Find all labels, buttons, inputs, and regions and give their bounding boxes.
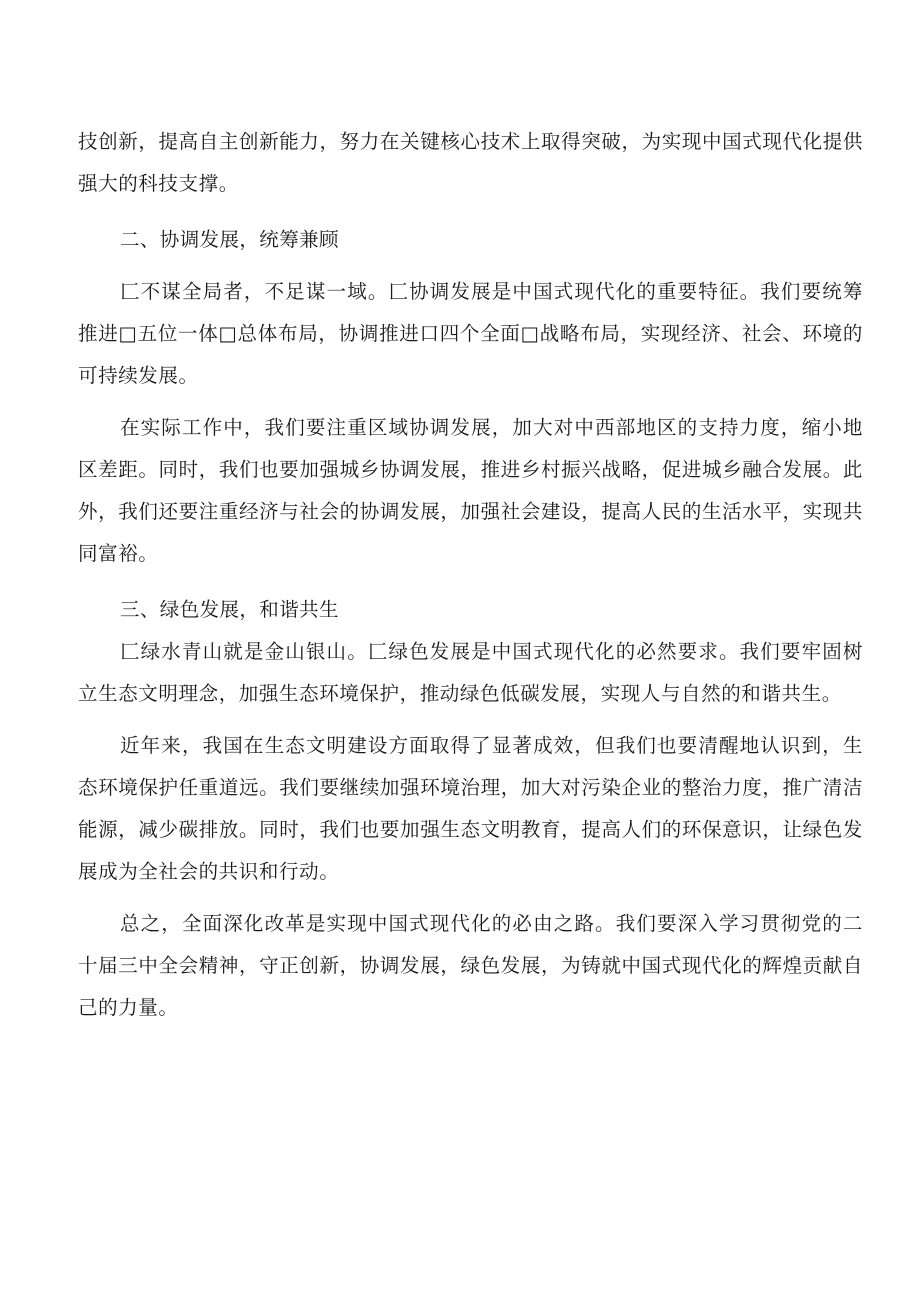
paragraph-green-progress: 近年来，我国在生态文明建设方面取得了显著成效，但我们也要清醒地认识到，生态环境保护任重道远。我们要继续加强环境治理，加大对污染企业的整治力度，推广清洁能源，减少碳排放。同时，我们也要加强生态文明教育，提高人们的环保意识，让绿色发展成为全社会的共识和行动。 [78, 734, 863, 883]
paragraph-green-intro: 匚绿水青山就是金山银山。匚绿色发展是中国式现代化的必然要求。我们要牢固树立生态文明理念，加强生态环境保护，推动绿色低碳发展，实现人与自然的和谐共生。 [78, 640, 863, 705]
document-body [78, 121, 863, 1029]
spacer [78, 893, 863, 903]
paragraph-coordinated-practice: 在实际工作中，我们要注重区域协调发展，加大对中西部地区的支持力度，缩小地区差距。同时，我们也要加强城乡协调发展，推进乡村振兴战略，促进城乡融合发展。此外，我们还要注重经济与社会的协调发展，加强社会建设，提高人民的生活水平，实现共同富裕。 [78, 416, 863, 565]
spacer [78, 261, 863, 271]
spacer [78, 397, 863, 407]
section-heading-coordinated-development: 二、协调发展，统筹兼顾 [120, 228, 339, 251]
spacer [78, 575, 863, 589]
spacer [78, 205, 863, 219]
paragraph-coordinated-intro: 匚不谋全局者，不足谋一域。匚协调发展是中国式现代化的重要特征。我们要统筹推进□五位一体□总体布局，协调推进口四个全面□战略布局，实现经济、社会、环境的可持续发展。 [78, 280, 863, 387]
section-heading-green-development: 三、绿色发展，和谐共生 [120, 598, 339, 621]
paragraph-tech-continuation: 技创新，提高自主创新能力，努力在关键核心技术上取得突破，为实现中国式现代化提供强大的科技支撑。 [78, 130, 863, 195]
paragraph-conclusion: 总之，全面深化改革是实现中国式现代化的必由之路。我们要深入学习贯彻党的二十届三中全会精神，守正创新，协调发展，绿色发展，为铸就中国式现代化的辉煌贡献自己的力量。 [78, 912, 863, 1019]
spacer [78, 715, 863, 725]
